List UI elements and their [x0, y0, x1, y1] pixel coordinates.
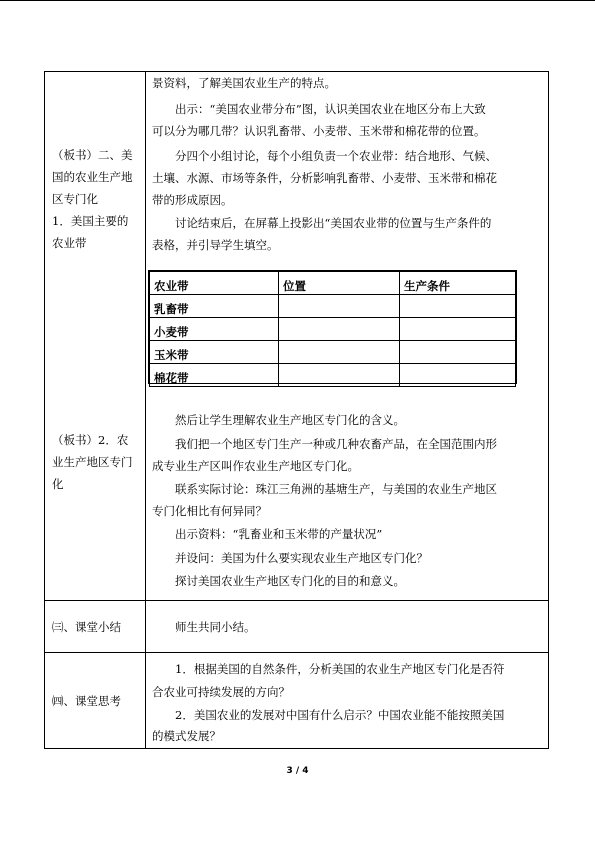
table-cell: [400, 341, 516, 364]
left-text: （板书）2．农: [52, 433, 129, 447]
row-divider-2: [44, 652, 549, 653]
paragraph-line: 探讨美国农业生产地区专门化的目的和意义。: [175, 574, 405, 588]
table-cell: [279, 318, 400, 341]
table-cell: [279, 364, 400, 387]
paragraph-line: 景资料，了解美国农业生产的特点。: [152, 76, 336, 90]
table-cell: [279, 341, 400, 364]
left-text: 农业带: [52, 236, 87, 250]
table-cell: [400, 318, 516, 341]
table-header-cell: 生产条件: [400, 272, 516, 295]
table-row: [150, 364, 516, 387]
row-divider-1: [44, 600, 549, 601]
summary-text: 师生共同小结。: [175, 620, 256, 634]
left-text: 化: [52, 477, 64, 491]
table-cell: 玉米带: [150, 341, 279, 364]
paragraph-line: 我们把一个地区专门生产一种或几种农畜产品，在全国范围内形: [175, 437, 497, 451]
column-divider: [145, 71, 146, 749]
table-cell: [400, 295, 516, 318]
paragraph-line: 分四个小组讨论，每个小组负责一个农业带：结合地形、气候、: [175, 149, 497, 163]
left-text: （板书）二、美: [52, 148, 133, 162]
left-text: 区专门化: [52, 192, 98, 206]
belt-table: [148, 270, 517, 384]
paragraph-line: 并设问：美国为什么要实现农业生产地区专门化？: [175, 551, 428, 565]
paragraph-line: 可以分为哪几带？认识乳畜带、小麦带、玉米带和棉花带的位置。: [152, 124, 486, 138]
reflection-question-line: 合农业可持续发展的方向？: [152, 685, 290, 699]
paragraph-line: 专门化相比有何异同？: [152, 504, 267, 518]
page-number: 3 / 4: [286, 766, 309, 776]
section-label-summary: ㈢、课堂小结: [52, 620, 121, 634]
belt-table-header-row: [150, 272, 516, 295]
table-header-cell: 农业带: [150, 272, 279, 295]
reflection-question-line: 1．根据美国的自然条件，分析美国的农业生产地区专门化是否符: [175, 662, 505, 676]
table-row: [150, 295, 516, 318]
table-cell: 小麦带: [150, 318, 279, 341]
table-row: [150, 318, 516, 341]
left-text: 业生产地区专门: [52, 455, 133, 469]
reflection-question-line: 2．美国农业的发展对中国有什么启示？中国农业能不能按照美国: [175, 708, 505, 722]
table-cell: [279, 295, 400, 318]
paragraph-line: 联系实际讨论：珠江三角洲的基塘生产，与美国的农业生产地区: [175, 482, 497, 496]
table-header-cell: 位置: [279, 272, 400, 295]
table-cell: [400, 364, 516, 387]
table-row: [150, 341, 516, 364]
paragraph-line: 表格，并引导学生填空。: [152, 238, 279, 252]
left-text: 国的农业生产地: [52, 170, 133, 184]
section-label-reflection: ㈣、课堂思考: [52, 694, 121, 708]
top-rule: [0, 0, 595, 1]
table-cell: 乳畜带: [150, 295, 279, 318]
paragraph-line: 成专业生产区叫作农业生产地区专门化。: [152, 459, 359, 473]
paragraph-line: 出示资料：“乳畜业和玉米带的产量状况”: [175, 527, 383, 541]
paragraph-line: 讨论结束后，在屏幕上投影出“美国农业带的位置与生产条件的: [175, 216, 492, 230]
paragraph-line: 然后让学生理解农业生产地区专门化的含义。: [175, 413, 405, 427]
reflection-question-line: 的模式发展？: [152, 729, 221, 743]
table-cell: 棉花带: [150, 364, 279, 387]
left-text: 1．美国主要的: [52, 214, 129, 228]
paragraph-line: 出示：“美国农业带分布”图，认识美国农业在地区分布上大致: [175, 102, 486, 116]
paragraph-line: 土壤、水源、市场等条件，分析影响乳畜带、小麦带、玉米带和棉花: [152, 171, 497, 185]
paragraph-line: 带的形成原因。: [152, 193, 233, 207]
